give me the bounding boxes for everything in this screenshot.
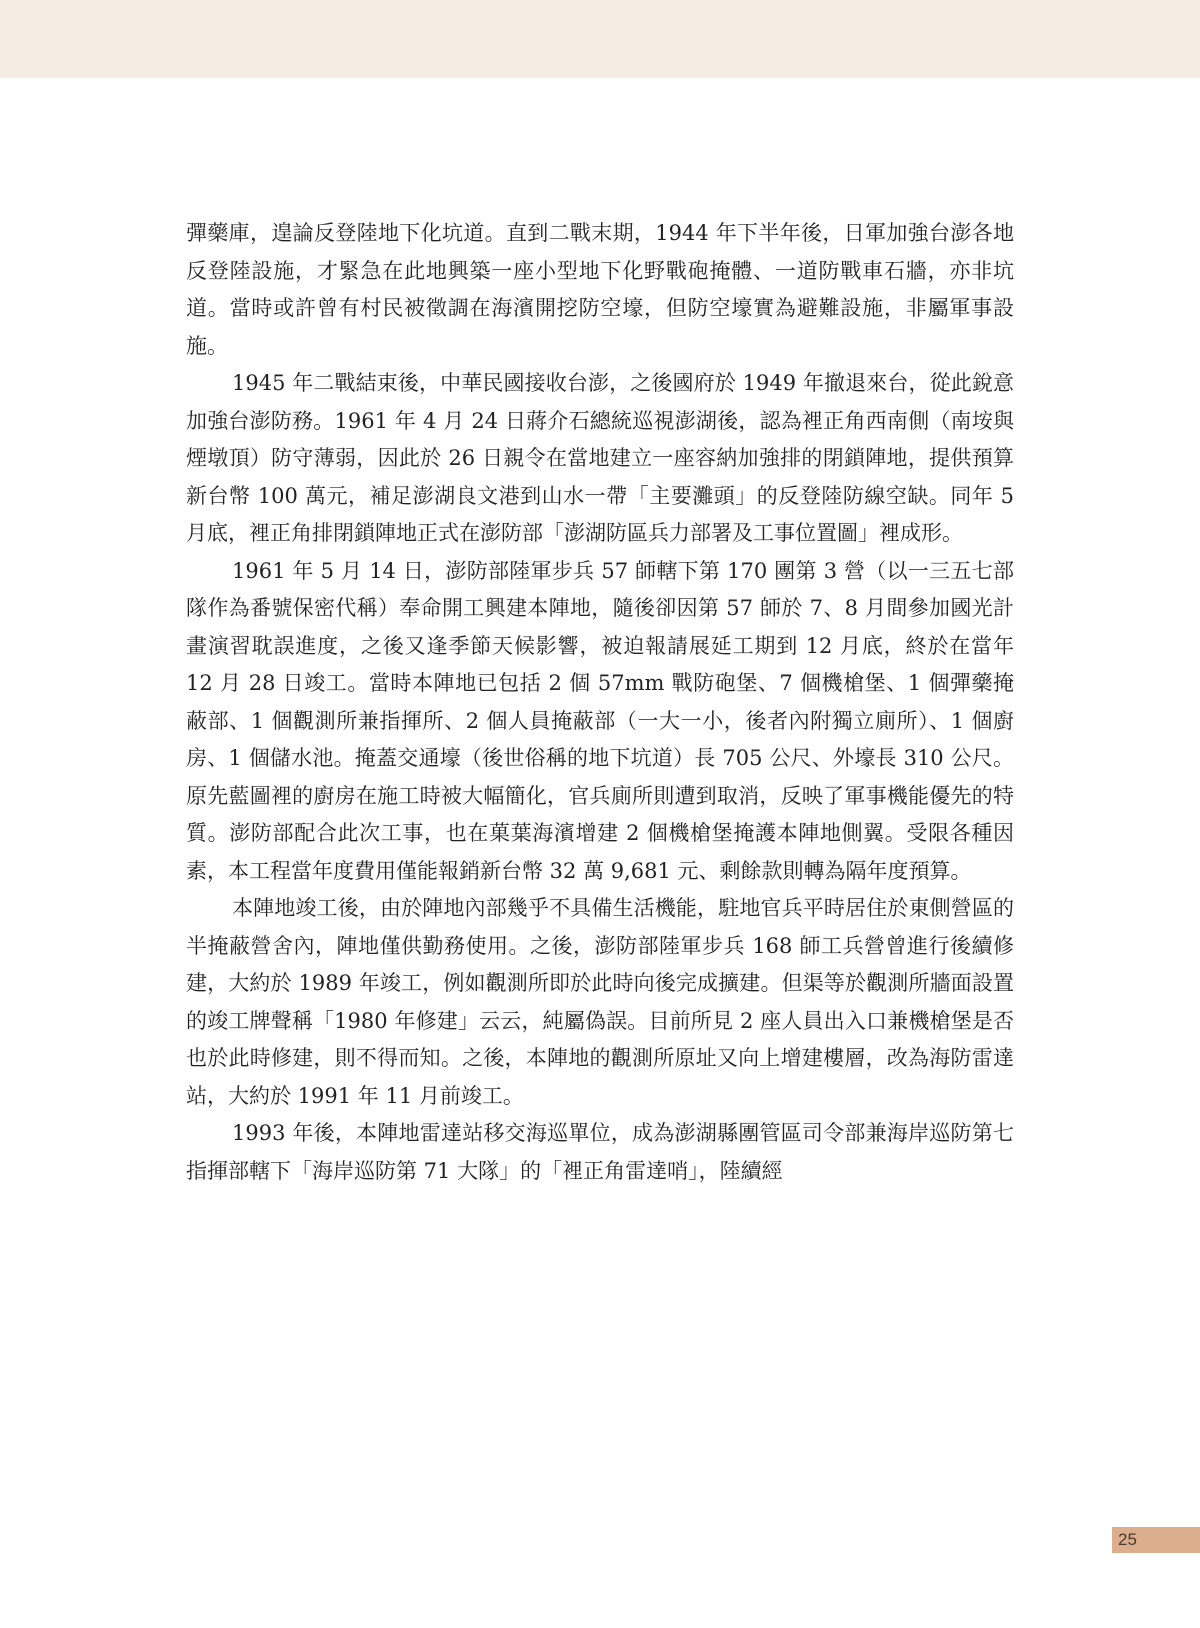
paragraph-2: 1945 年二戰結束後，中華民國接收台澎，之後國府於 1949 年撤退來台，從此銳意加強台澎防務。1961 年 4 月 24 日蔣介石總統巡視澎湖後，認為裡正角西南側（南垵與煙墩頂）防守薄弱，因此於 26 日親令在當地建立一座容納加強排的閉鎖陣地，提供預算新台幣 100 萬元，補足澎湖良文港到山水一帶「主要灘頭」的反登陸防線空缺。同年 5 月底，裡正角排閉鎖陣地正式在澎防部「澎湖防區兵力部署及工事位置圖」裡成形。 — [186, 371, 1014, 545]
body-text — [186, 215, 1014, 1190]
page-number: 25 — [1118, 1530, 1137, 1549]
paragraph-4: 本陣地竣工後，由於陣地內部幾乎不具備生活機能，駐地官兵平時居住於東側營區的半掩蔽營舍內，陣地僅供勤務使用。之後，澎防部陸軍步兵 168 師工兵營曾進行後續修建，大約於 1989 年竣工，例如觀測所即於此時向後完成擴建。但渠等於觀測所牆面設置的竣工牌聲稱「1980 年修建」云云，純屬偽誤。目前所見 2 座人員出入口兼機槍堡是否也於此時修建，則不得而知。之後，本陣地的觀測所原址又向上增建樓層，改為海防雷達站，大約於 1991 年 11 月前竣工。 — [186, 896, 1014, 1108]
header-band — [0, 0, 1200, 78]
paragraph-5: 1993 年後，本陣地雷達站移交海巡單位，成為澎湖縣團管區司令部兼海岸巡防第七指揮部轄下「海岸巡防第 71 大隊」的「裡正角雷達哨」，陸續經 — [186, 1121, 1014, 1183]
paragraph-1: 彈藥庫，遑論反登陸地下化坑道。直到二戰末期，1944 年下半年後，日軍加強台澎各地反登陸設施，才緊急在此地興築一座小型地下化野戰砲掩體、一道防戰車石牆，亦非坑道。當時或許曾有村民被徵調在海濱開挖防空壕，但防空壕實為避難設施，非屬軍事設施。 — [186, 221, 1014, 358]
paragraph-3: 1961 年 5 月 14 日，澎防部陸軍步兵 57 師轄下第 170 團第 3 營（以一三五七部隊作為番號保密代稱）奉命開工興建本陣地，隨後卻因第 57 師於 7、8 月間參加國光計畫演習耽誤進度，之後又逢季節天候影響，被迫報請展延工期到 12 月底，終於在當年 12 月 28 日竣工。當時本陣地已包括 2 個 57mm 戰防砲堡、7 個機槍堡、1 個彈藥掩蔽部、1 個觀測所兼指揮所、2 個人員掩蔽部（一大一小，後者內附獨立廁所）、1 個廚房、1 個儲水池。掩蓋交通壕（後世俗稱的地下坑道）長 705 公尺、外壕長 310 公尺。原先藍圖裡的廚房在施工時被大幅簡化，官兵廁所則遭到取消，反映了軍事機能優先的特質。澎防部配合此次工事，也在菓葉海濱增建 2 個機槍堡掩護本陣地側翼。受限各種因素，本工程當年度費用僅能報銷新台幣 32 萬 9,681 元、剩餘款則轉為隔年度預算。 — [186, 558, 1014, 883]
